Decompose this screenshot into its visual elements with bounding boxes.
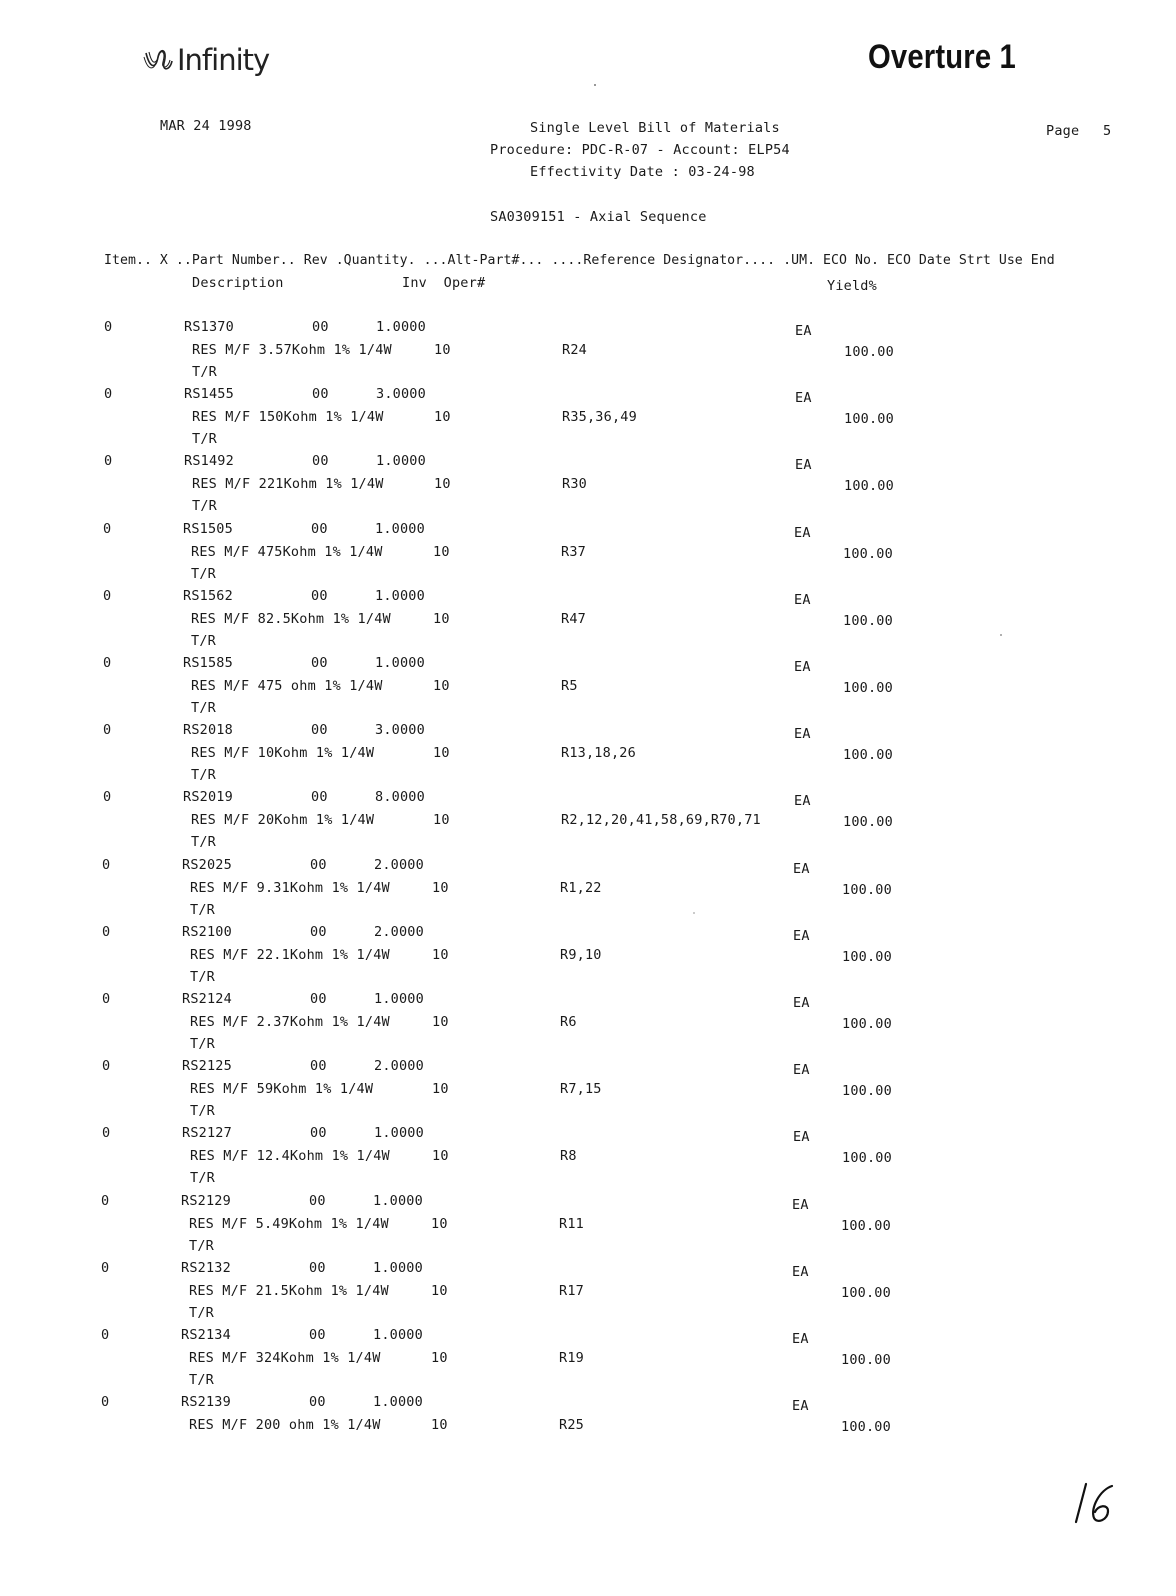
assembly-title: SA0309151 - Axial Sequence xyxy=(490,209,707,225)
bom-item-row xyxy=(0,924,1176,990)
part-description: RES M/F 475 ohm 1% 1/4W xyxy=(191,678,383,694)
part-description: RES M/F 12.4Kohm 1% 1/4W xyxy=(190,1148,390,1164)
yield-percent: 100.00 xyxy=(842,882,892,898)
item-number: 0 xyxy=(103,521,112,537)
column-header-line: Item.. X ..Part Number.. Rev .Quantity. ...Alt-Part#... ....Reference Designator.... .UM. ECO No. ECO Date Strt Use End xyxy=(104,253,1055,268)
item-number: 0 xyxy=(102,991,111,1007)
reference-designator: R11 xyxy=(559,1216,584,1232)
part-description: RES M/F 150Kohm 1% 1/4W xyxy=(192,409,384,425)
revision: 00 xyxy=(310,991,327,1007)
reference-designator: R8 xyxy=(560,1148,577,1164)
part-number: RS2125 xyxy=(182,1058,232,1074)
packaging-note: T/R xyxy=(189,1238,214,1254)
packaging-note: T/R xyxy=(190,902,215,918)
operation-number: 10 xyxy=(433,611,450,627)
quantity: 8.0000 xyxy=(375,789,425,805)
packaging-note: T/R xyxy=(190,1103,215,1119)
yield-percent: 100.00 xyxy=(841,1419,891,1435)
handwritten-page-mark xyxy=(1068,1480,1122,1530)
yield-percent: 100.00 xyxy=(843,613,893,629)
part-description: RES M/F 221Kohm 1% 1/4W xyxy=(192,476,384,492)
unit-of-measure: EA xyxy=(792,1197,809,1213)
packaging-note: T/R xyxy=(190,1170,215,1186)
operation-number: 10 xyxy=(431,1283,448,1299)
unit-of-measure: EA xyxy=(792,1331,809,1347)
part-number: RS2025 xyxy=(182,857,232,873)
reference-designator: R24 xyxy=(562,342,587,358)
yield-percent: 100.00 xyxy=(843,546,893,562)
yield-percent: 100.00 xyxy=(842,1016,892,1032)
yield-percent: 100.00 xyxy=(844,411,894,427)
column-header-inv-oper: Inv Oper# xyxy=(402,275,486,291)
quantity: 2.0000 xyxy=(374,1058,424,1074)
part-description: RES M/F 82.5Kohm 1% 1/4W xyxy=(191,611,391,627)
bom-item-row xyxy=(0,521,1176,587)
reference-designator: R9,10 xyxy=(560,947,602,963)
quantity: 1.0000 xyxy=(375,655,425,671)
bom-item-row xyxy=(0,1394,1176,1460)
reference-designator: R1,22 xyxy=(560,880,602,896)
bom-item-row xyxy=(0,722,1176,788)
report-date: MAR 24 1998 xyxy=(160,118,252,134)
unit-of-measure: EA xyxy=(793,1129,810,1145)
yield-percent: 100.00 xyxy=(841,1285,891,1301)
operation-number: 10 xyxy=(433,544,450,560)
part-number: RS1562 xyxy=(183,588,233,604)
operation-number: 10 xyxy=(432,947,449,963)
reference-designator: R17 xyxy=(559,1283,584,1299)
reference-designator: R7,15 xyxy=(560,1081,602,1097)
bom-item-row xyxy=(0,1125,1176,1191)
revision: 00 xyxy=(312,386,329,402)
unit-of-measure: EA xyxy=(795,390,812,406)
item-number: 0 xyxy=(102,857,111,873)
part-description: RES M/F 5.49Kohm 1% 1/4W xyxy=(189,1216,389,1232)
packaging-note: T/R xyxy=(190,969,215,985)
operation-number: 10 xyxy=(434,409,451,425)
revision: 00 xyxy=(311,722,328,738)
operation-number: 10 xyxy=(431,1350,448,1366)
part-description: RES M/F 2.37Kohm 1% 1/4W xyxy=(190,1014,390,1030)
revision: 00 xyxy=(312,319,329,335)
operation-number: 10 xyxy=(434,342,451,358)
operation-number: 10 xyxy=(432,1148,449,1164)
quantity: 3.0000 xyxy=(375,722,425,738)
unit-of-measure: EA xyxy=(794,592,811,608)
item-number: 0 xyxy=(102,1125,111,1141)
bom-item-row xyxy=(0,453,1176,519)
revision: 00 xyxy=(311,588,328,604)
part-description: RES M/F 10Kohm 1% 1/4W xyxy=(191,745,375,761)
revision: 00 xyxy=(310,857,327,873)
revision: 00 xyxy=(309,1327,326,1343)
part-number: RS1492 xyxy=(184,453,234,469)
part-description: RES M/F 3.57Kohm 1% 1/4W xyxy=(192,342,392,358)
part-description: RES M/F 9.31Kohm 1% 1/4W xyxy=(190,880,390,896)
model-title: Overture 1 xyxy=(868,38,1017,76)
packaging-note: T/R xyxy=(189,1305,214,1321)
quantity: 1.0000 xyxy=(373,1193,423,1209)
part-number: RS2124 xyxy=(182,991,232,1007)
part-description: RES M/F 59Kohm 1% 1/4W xyxy=(190,1081,374,1097)
packaging-note: T/R xyxy=(192,431,217,447)
yield-percent: 100.00 xyxy=(841,1218,891,1234)
unit-of-measure: EA xyxy=(793,1062,810,1078)
reference-designator: R2,12,20,41,58,69,R70,71 xyxy=(561,812,761,828)
revision: 00 xyxy=(312,453,329,469)
part-number: RS2134 xyxy=(181,1327,231,1343)
quantity: 1.0000 xyxy=(375,521,425,537)
quantity: 1.0000 xyxy=(376,319,426,335)
bom-item-row xyxy=(0,588,1176,654)
unit-of-measure: EA xyxy=(795,323,812,339)
operation-number: 10 xyxy=(432,1014,449,1030)
unit-of-measure: EA xyxy=(794,525,811,541)
part-description: RES M/F 475Kohm 1% 1/4W xyxy=(191,544,383,560)
quantity: 1.0000 xyxy=(373,1327,423,1343)
item-number: 0 xyxy=(104,386,113,402)
yield-percent: 100.00 xyxy=(843,680,893,696)
item-number: 0 xyxy=(104,319,113,335)
bom-item-row xyxy=(0,1260,1176,1326)
revision: 00 xyxy=(310,924,327,940)
bom-item-row xyxy=(0,789,1176,855)
yield-percent: 100.00 xyxy=(843,747,893,763)
packaging-note: T/R xyxy=(189,1372,214,1388)
operation-number: 10 xyxy=(433,678,450,694)
bom-item-row xyxy=(0,1058,1176,1124)
yield-percent: 100.00 xyxy=(844,478,894,494)
part-number: RS1585 xyxy=(183,655,233,671)
revision: 00 xyxy=(309,1394,326,1410)
packaging-note: T/R xyxy=(192,498,217,514)
revision: 00 xyxy=(311,655,328,671)
part-number: RS2127 xyxy=(182,1125,232,1141)
part-description: RES M/F 21.5Kohm 1% 1/4W xyxy=(189,1283,389,1299)
packaging-note: T/R xyxy=(191,767,216,783)
quantity: 1.0000 xyxy=(373,1394,423,1410)
unit-of-measure: EA xyxy=(794,793,811,809)
yield-percent: 100.00 xyxy=(842,949,892,965)
unit-of-measure: EA xyxy=(793,861,810,877)
operation-number: 10 xyxy=(432,1081,449,1097)
report-title: Single Level Bill of Materials xyxy=(530,120,780,136)
packaging-note: T/R xyxy=(190,1036,215,1052)
reference-designator: R35,36,49 xyxy=(562,409,637,425)
reference-designator: R25 xyxy=(559,1417,584,1433)
part-description: RES M/F 20Kohm 1% 1/4W xyxy=(191,812,375,828)
unit-of-measure: EA xyxy=(793,995,810,1011)
item-number: 0 xyxy=(101,1193,110,1209)
revision: 00 xyxy=(309,1193,326,1209)
part-number: RS2019 xyxy=(183,789,233,805)
packaging-note: T/R xyxy=(191,700,216,716)
item-number: 0 xyxy=(103,789,112,805)
packaging-note: T/R xyxy=(191,566,216,582)
bom-item-row xyxy=(0,991,1176,1057)
logo-text: Infinity xyxy=(177,43,270,77)
unit-of-measure: EA xyxy=(794,726,811,742)
reference-designator: R30 xyxy=(562,476,587,492)
yield-percent: 100.00 xyxy=(843,814,893,830)
part-description: RES M/F 324Kohm 1% 1/4W xyxy=(189,1350,381,1366)
revision: 00 xyxy=(310,1125,327,1141)
revision: 00 xyxy=(311,789,328,805)
item-number: 0 xyxy=(101,1327,110,1343)
unit-of-measure: EA xyxy=(792,1398,809,1414)
item-number: 0 xyxy=(104,453,113,469)
bom-item-row xyxy=(0,319,1176,385)
unit-of-measure: EA xyxy=(793,928,810,944)
packaging-note: T/R xyxy=(191,633,216,649)
reference-designator: R47 xyxy=(561,611,586,627)
yield-percent: 100.00 xyxy=(842,1083,892,1099)
part-number: RS1370 xyxy=(184,319,234,335)
reference-designator: R19 xyxy=(559,1350,584,1366)
bom-item-row xyxy=(0,386,1176,452)
item-number: 0 xyxy=(101,1260,110,1276)
part-number: RS2129 xyxy=(181,1193,231,1209)
operation-number: 10 xyxy=(434,476,451,492)
page-number: 5 xyxy=(1103,123,1112,139)
quantity: 2.0000 xyxy=(374,857,424,873)
reference-designator: R37 xyxy=(561,544,586,560)
effectivity-date: Effectivity Date : 03-24-98 xyxy=(530,164,755,180)
bom-item-row xyxy=(0,857,1176,923)
yield-percent: 100.00 xyxy=(844,344,894,360)
quantity: 1.0000 xyxy=(373,1260,423,1276)
unit-of-measure: EA xyxy=(795,457,812,473)
reference-designator: R5 xyxy=(561,678,578,694)
procedure-line: Procedure: PDC-R-07 - Account: ELP54 xyxy=(490,142,790,158)
operation-number: 10 xyxy=(433,812,450,828)
page-label: Page xyxy=(1046,123,1080,139)
operation-number: 10 xyxy=(431,1216,448,1232)
part-number: RS2139 xyxy=(181,1394,231,1410)
operation-number: 10 xyxy=(431,1417,448,1433)
reference-designator: R13,18,26 xyxy=(561,745,636,761)
quantity: 3.0000 xyxy=(376,386,426,402)
item-number: 0 xyxy=(102,1058,111,1074)
bom-item-row xyxy=(0,1327,1176,1393)
quantity: 2.0000 xyxy=(374,924,424,940)
unit-of-measure: EA xyxy=(794,659,811,675)
part-description: RES M/F 200 ohm 1% 1/4W xyxy=(189,1417,381,1433)
yield-percent: 100.00 xyxy=(842,1150,892,1166)
part-number: RS2100 xyxy=(182,924,232,940)
quantity: 1.0000 xyxy=(374,1125,424,1141)
quantity: 1.0000 xyxy=(376,453,426,469)
operation-number: 10 xyxy=(433,745,450,761)
bom-item-row xyxy=(0,655,1176,721)
yield-percent: 100.00 xyxy=(841,1352,891,1368)
column-header-description: Description xyxy=(192,275,284,291)
column-header-yield: Yield% xyxy=(827,278,877,294)
item-number: 0 xyxy=(103,722,112,738)
reference-designator: R6 xyxy=(560,1014,577,1030)
revision: 00 xyxy=(311,521,328,537)
part-description: RES M/F 22.1Kohm 1% 1/4W xyxy=(190,947,390,963)
item-number: 0 xyxy=(103,655,112,671)
item-number: 0 xyxy=(102,924,111,940)
operation-number: 10 xyxy=(432,880,449,896)
quantity: 1.0000 xyxy=(375,588,425,604)
unit-of-measure: EA xyxy=(792,1264,809,1280)
part-number: RS1455 xyxy=(184,386,234,402)
part-number: RS2018 xyxy=(183,722,233,738)
revision: 00 xyxy=(310,1058,327,1074)
part-number: RS1505 xyxy=(183,521,233,537)
revision: 00 xyxy=(309,1260,326,1276)
item-number: 0 xyxy=(101,1394,110,1410)
item-number: 0 xyxy=(103,588,112,604)
bom-item-row xyxy=(0,1193,1176,1259)
packaging-note: T/R xyxy=(192,364,217,380)
part-number: RS2132 xyxy=(181,1260,231,1276)
packaging-note: T/R xyxy=(191,834,216,850)
quantity: 1.0000 xyxy=(374,991,424,1007)
